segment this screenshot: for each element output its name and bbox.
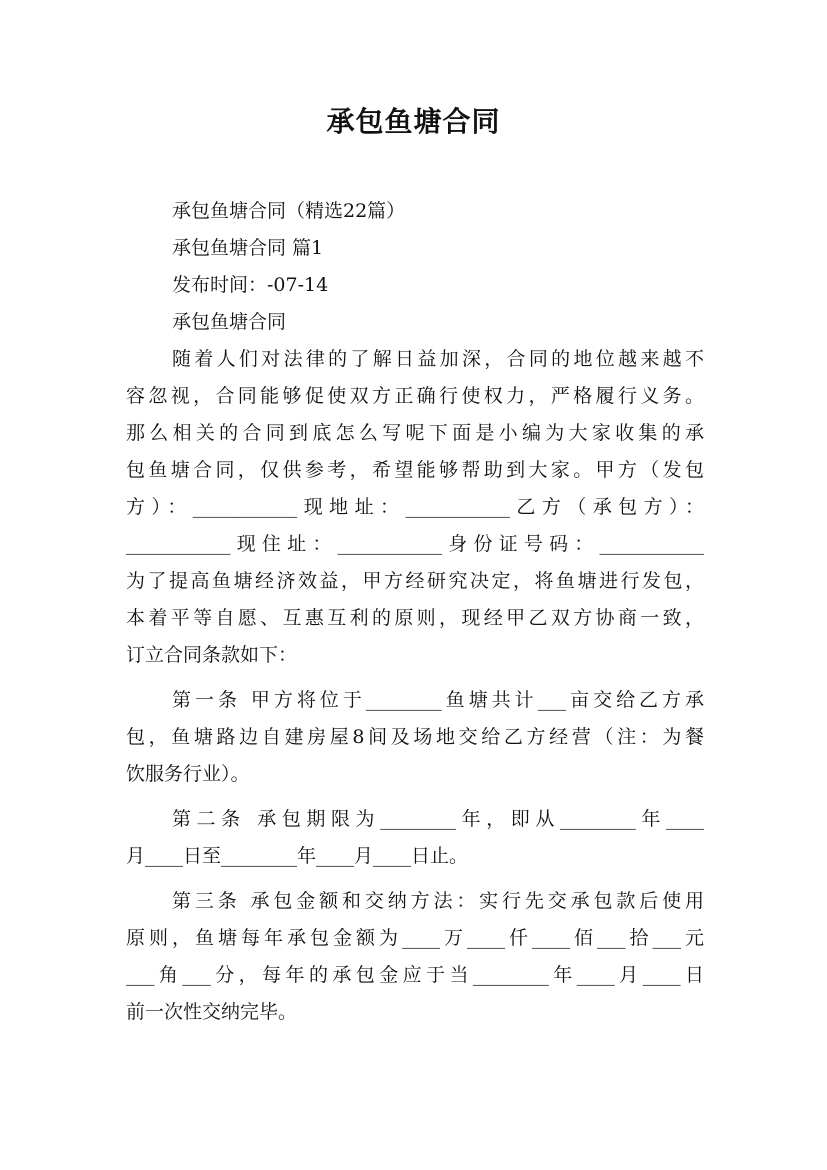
body-line: 原则，鱼塘每年承包金额为____万____仟____佰___拾___元 — [126, 927, 704, 949]
body-line: 承包鱼塘合同（精选22篇） — [172, 200, 406, 222]
body-line: 本着平等自愿、互惠互利的原则，现经甲乙双方协商一致， — [126, 607, 704, 629]
body-line: 那么相关的合同到底怎么写呢下面是小编为大家收集的承 — [126, 422, 704, 444]
body-line: ___角___分，每年的承包金应于当________年____月____日 — [126, 964, 704, 986]
body-line: 包，鱼塘路边自建房屋8间及场地交给乙方经营（注：为餐 — [126, 726, 704, 748]
document-title: 承包鱼塘合同 — [326, 105, 501, 138]
body-line: 承包鱼塘合同 — [172, 311, 287, 333]
body-line: 为了提高鱼塘经济效益，甲方经研究决定，将鱼塘进行发包， — [126, 570, 704, 592]
body-line: 前一次性交纳完毕。 — [126, 1001, 298, 1023]
body-line: 发布时间：-07-14 — [172, 274, 329, 296]
body-line: 第二条 承包期限为________年，即从________年____ — [172, 808, 704, 830]
body-line: ___________现住址：___________身份证号码：___________ — [126, 533, 704, 555]
body-line: 包鱼塘合同，仅供参考，希望能够帮助到大家。甲方（发包 — [126, 459, 704, 481]
body-line: 方）：___________现地址：___________乙方（承包方）： — [126, 496, 704, 518]
body-line: 第一条 甲方将位于________鱼塘共计___亩交给乙方承 — [172, 689, 704, 711]
body-line: 第三条 承包金额和交纳方法：实行先交承包款后使用 — [172, 890, 704, 912]
body-line: 承包鱼塘合同 篇1 — [172, 237, 324, 259]
body-line: 容忽视，合同能够促使双方正确行使权力，严格履行义务。 — [126, 385, 704, 407]
body-line: 随着人们对法律的了解日益加深，合同的地位越来越不 — [172, 348, 704, 370]
body-line: 饮服务行业）。 — [126, 763, 250, 785]
body-line: 订立合同条款如下： — [126, 644, 298, 666]
body-line: 月____日至________年____月____日止。 — [126, 845, 469, 867]
document-body — [126, 192, 704, 1030]
